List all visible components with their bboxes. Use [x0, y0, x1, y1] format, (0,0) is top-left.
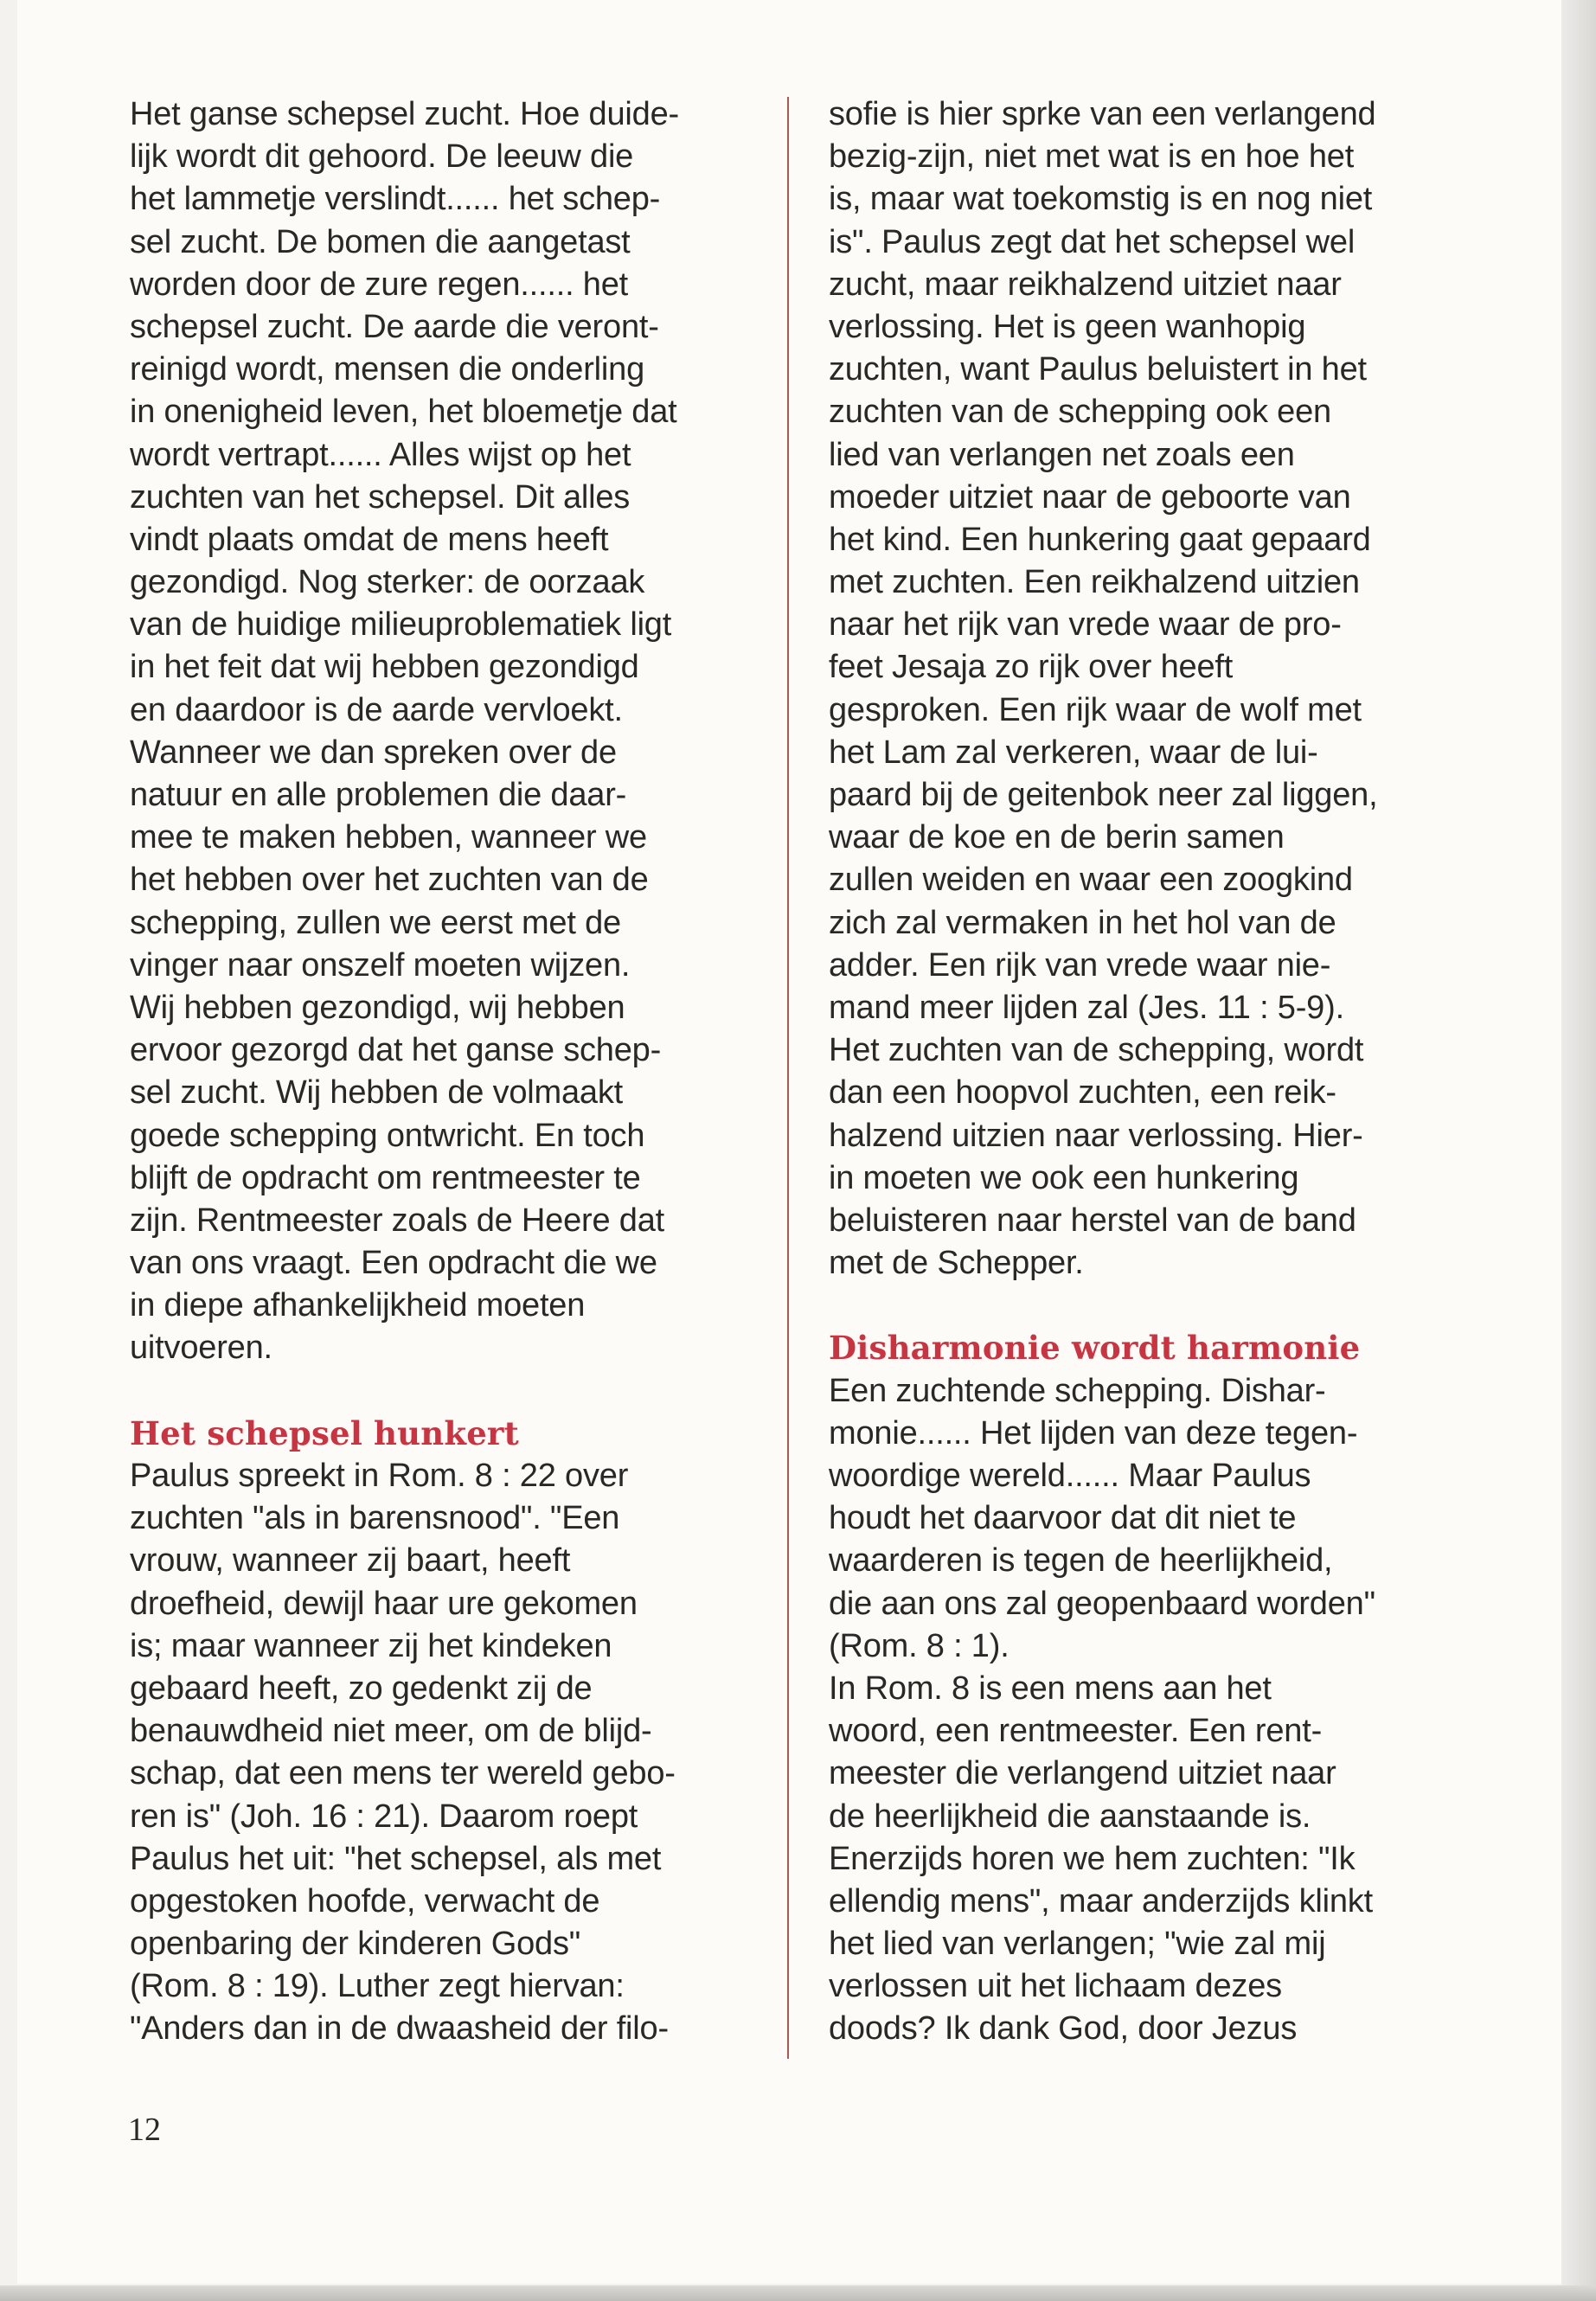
text-line: het hebben over het zuchten van de [130, 862, 649, 899]
text-line: zullen weiden en waar een zoogkind [829, 862, 1353, 899]
text-line: zucht, maar reikhalzend uitziet naar [829, 266, 1342, 303]
text-line: openbaring der kinderen Gods" [130, 1926, 581, 1963]
text-line: schepsel zucht. De aarde die veront- [130, 308, 659, 345]
text-line: Wanneer we dan spreken over de [130, 734, 617, 771]
text-line: adder. Een rijk van vrede waar nie- [829, 946, 1331, 984]
section-heading: Disharmonie wordt harmonie [829, 1329, 1361, 1368]
text-line: mee te maken hebben, wanneer we [130, 819, 647, 856]
text-line: is; maar wanneer zij het kindeken [130, 1627, 612, 1664]
text-line: met de Schepper. [829, 1245, 1084, 1282]
text-line: "Anders dan in de dwaasheid der filo- [130, 2010, 669, 2048]
text-line: natuur en alle problemen die daar- [130, 777, 627, 813]
text-line: meester die verlangend uitziet naar [829, 1755, 1336, 1792]
text-line: woord, een rentmeester. Een rent- [829, 1713, 1323, 1750]
text-line: Een zuchtende schepping. Dishar- [829, 1372, 1326, 1409]
text-line: vinger naar onszelf moeten wijzen. [130, 946, 631, 984]
text-line: in diepe afhankelijkheid moeten [130, 1287, 586, 1324]
text-line: goede schepping ontwricht. En toch [130, 1117, 645, 1154]
text-line: droefheid, dewijl haar ure gekomen [130, 1585, 638, 1622]
text-line: woordige wereld...... Maar Paulus [829, 1458, 1311, 1494]
text-line: doods? Ik dank God, door Jezus [829, 2010, 1298, 2048]
text-line: dan een hoopvol zuchten, een reik- [829, 1074, 1336, 1112]
text-line: gezondigd. Nog sterker: de oorzaak [130, 564, 645, 601]
text-line: zuchten van het schepsel. Dit alles [130, 478, 631, 516]
text-line: de heerlijkheid die aanstaande is. [829, 1798, 1311, 1835]
text-line: In Rom. 8 is een mens aan het [829, 1670, 1272, 1707]
text-line: in het feit dat wij hebben gezondigd [130, 649, 639, 686]
paragraph-gap [130, 1370, 740, 1413]
text-line: waarderen is tegen de heerlijkheid, [829, 1542, 1333, 1580]
text-line: moeder uitziet naar de geboorte van [829, 478, 1351, 516]
text-line: (Rom. 8 : 19). Luther zegt hiervan: [130, 1968, 625, 2005]
text-line: halzend uitzien naar verlossing. Hier- [829, 1117, 1363, 1154]
text-line: ren is" (Joh. 16 : 21). Daarom roept [130, 1798, 638, 1835]
text-line: opgestoken hoofde, verwacht de [130, 1882, 600, 1920]
text-line: reinigd wordt, mensen die onderling [130, 351, 645, 388]
text-line: Het ganse schepsel zucht. Hoe duide- [130, 96, 679, 132]
text-line: Paulus spreekt in Rom. 8 : 22 over [130, 1458, 629, 1494]
paragraph-gap [829, 1285, 1439, 1327]
text-line: feet Jesaja zo rijk over heeft [829, 649, 1234, 686]
page-number: 12 [128, 2112, 161, 2148]
text-line: (Rom. 8 : 1). [829, 1627, 1010, 1664]
text-line: ellendig mens", maar anderzijds klinkt [829, 1882, 1373, 1920]
text-line: lied van verlangen net zoals een [829, 436, 1295, 473]
text-line: schap, dat een mens ter wereld gebo- [130, 1755, 676, 1792]
text-line: is". Paulus zegt dat het schepsel wel [829, 223, 1356, 260]
page-edge-shadow [1561, 0, 1596, 2301]
text-line: van ons vraagt. Een opdracht die we [130, 1245, 657, 1282]
text-line: Het zuchten van de schepping, wordt [829, 1032, 1364, 1069]
text-line: wordt vertrapt...... Alles wijst op het [130, 436, 631, 473]
text-line: lijk wordt dit gehoord. De leeuw die [130, 138, 634, 176]
text-line: gebaard heeft, zo gedenkt zij de [130, 1670, 593, 1707]
text-line: verlossing. Het is geen wanhopig [829, 308, 1306, 345]
text-line: beluisteren naar herstel van de band [829, 1202, 1356, 1239]
text-line: waar de koe en de berin samen [829, 819, 1285, 856]
left-column [130, 93, 740, 2051]
text-line: worden door de zure regen...... het [130, 266, 629, 303]
text-line: het lammetje verslindt...... het schep- [130, 181, 661, 218]
page-bottom-edge [0, 2285, 1596, 2301]
text-line: gesproken. Een rijk waar de wolf met [829, 691, 1362, 728]
text-line: zuchten, want Paulus beluistert in het [829, 351, 1367, 388]
text-line: ervoor gezorgd dat het ganse schep- [130, 1032, 662, 1069]
text-line: sel zucht. Wij hebben de volmaakt [130, 1074, 624, 1112]
text-line: zuchten van de schepping ook een [829, 394, 1331, 431]
text-line: zich zal vermaken in het hol van de [829, 904, 1336, 941]
text-line: uitvoeren. [130, 1330, 272, 1367]
text-line: naar het rijk van vrede waar de pro- [829, 606, 1342, 644]
text-line: is, maar wat toekomstig is en nog niet [829, 181, 1373, 218]
text-line: verlossen uit het lichaam dezes [829, 1968, 1282, 2005]
text-line: paard bij de geitenbok neer zal liggen, [829, 777, 1378, 813]
text-line: in onenigheid leven, het bloemetje dat [130, 394, 677, 431]
text-line: het kind. Een hunkering gaat gepaard [829, 521, 1371, 558]
text-line: Wij hebben gezondigd, wij hebben [130, 989, 625, 1026]
text-line: bezig-zijn, niet met wat is en hoe het [829, 138, 1355, 176]
text-line: vindt plaats omdat de mens heeft [130, 521, 609, 558]
column-divider [787, 97, 789, 2059]
text-line: die aan ons zal geopenbaard worden" [829, 1585, 1375, 1622]
text-line: Paulus het uit: "het schepsel, als met [130, 1840, 662, 1877]
text-line: sel zucht. De bomen die aangetast [130, 223, 631, 260]
text-line: monie...... Het lijden van deze tegen- [829, 1414, 1358, 1452]
text-line: Enerzijds horen we hem zuchten: "Ik [829, 1840, 1356, 1877]
text-line: zuchten "als in barensnood". "Een [130, 1500, 620, 1537]
text-line: met zuchten. Een reikhalzend uitzien [829, 564, 1360, 601]
text-line: sofie is hier sprke van een verlangend [829, 96, 1376, 132]
text-line: mand meer lijden zal (Jes. 11 : 5-9). [829, 989, 1344, 1026]
text-line: van de huidige milieuproblematiek ligt [130, 606, 672, 644]
text-line: in moeten we ook een hunkering [829, 1159, 1299, 1196]
text-line: het Lam zal verkeren, waar de lui- [829, 734, 1318, 771]
text-line: houdt het daarvoor dat dit niet te [829, 1500, 1297, 1537]
text-line: en daardoor is de aarde vervloekt. [130, 691, 623, 728]
section-heading: Het schepsel hunkert [130, 1413, 519, 1452]
text-line: blijft de opdracht om rentmeester te [130, 1159, 641, 1196]
text-line: het lied van verlangen; "wie zal mij [829, 1926, 1326, 1963]
right-column [829, 93, 1439, 2051]
text-line: vrouw, wanneer zij baart, heeft [130, 1542, 571, 1580]
text-line: benauwdheid niet meer, om de blijd- [130, 1713, 652, 1750]
text-line: schepping, zullen we eerst met de [130, 904, 621, 941]
text-line: zijn. Rentmeester zoals de Heere dat [130, 1202, 665, 1239]
